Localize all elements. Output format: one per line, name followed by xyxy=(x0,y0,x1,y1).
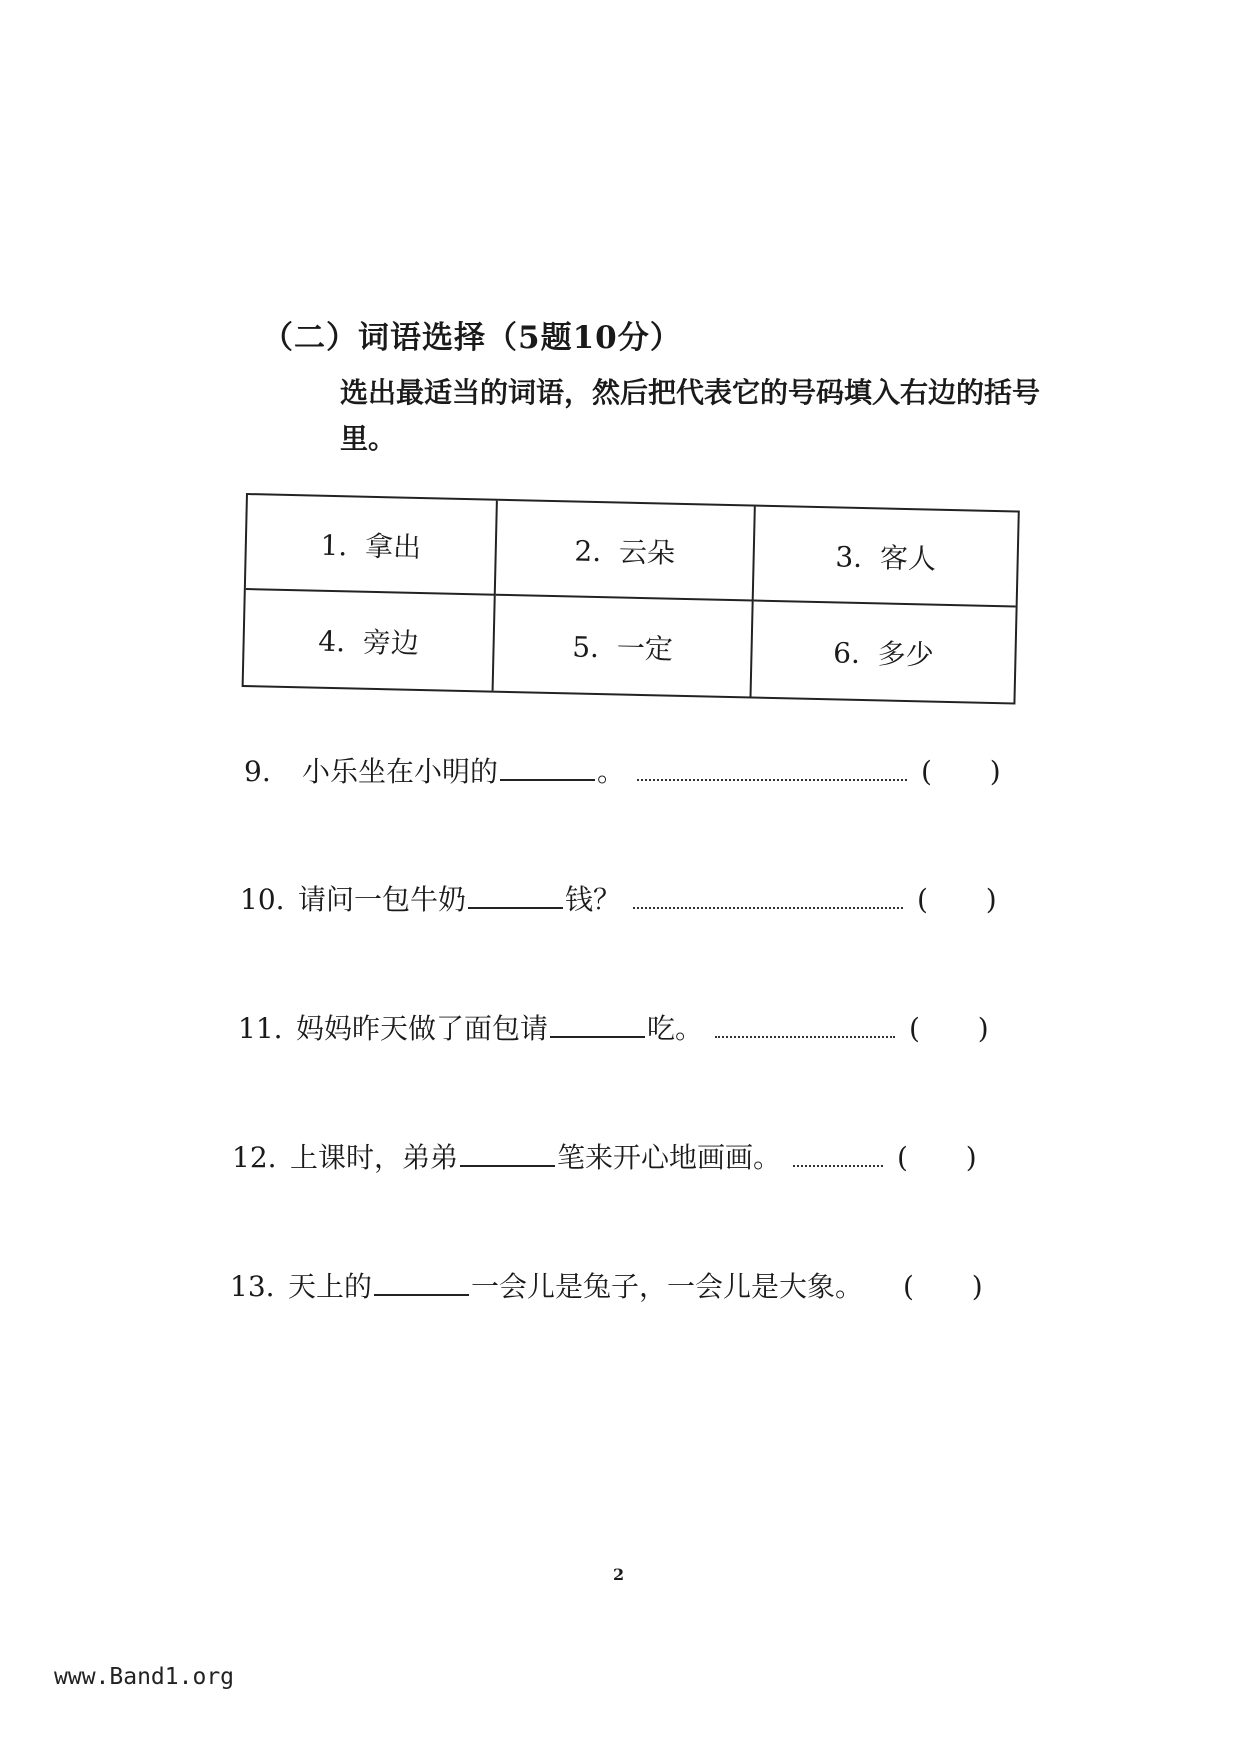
open-paren: ( xyxy=(917,883,928,916)
answer-parentheses[interactable] xyxy=(917,883,997,916)
close-paren: ) xyxy=(965,1141,977,1174)
open-paren: ( xyxy=(909,1012,920,1045)
answer-parentheses[interactable] xyxy=(909,1012,989,1045)
question-row xyxy=(230,1265,983,1305)
dotted-leader xyxy=(793,1145,883,1167)
question-row xyxy=(238,1007,989,1047)
question-text-before: 请问一包牛奶 xyxy=(298,883,467,916)
question-text-before: 天上的 xyxy=(288,1270,373,1303)
question-row xyxy=(244,750,1001,790)
question-text-after: 一会儿是兔子，一会儿是大象。 xyxy=(471,1270,864,1303)
choice-cell: 5. 一定 xyxy=(494,596,754,697)
choice-cell: 6. 多少 xyxy=(832,635,935,672)
choice-cell: 3. 客人 xyxy=(754,507,1018,608)
close-paren: ) xyxy=(971,1270,983,1303)
question-number: 11. xyxy=(238,1012,283,1045)
question-text-after: 吃。 xyxy=(647,1012,704,1045)
dotted-leader xyxy=(637,759,907,781)
choice-cell: 1. 拿出 xyxy=(246,495,498,596)
question-text-before: 上课时，弟弟 xyxy=(290,1141,459,1174)
choice-cell: 2. 云朵 xyxy=(496,501,756,602)
open-paren: ( xyxy=(897,1141,908,1174)
site-watermark[interactable]: www.Band1.org xyxy=(54,1664,235,1690)
answer-blank[interactable] xyxy=(550,1010,645,1038)
question-text-before: 妈妈昨天做了面包请 xyxy=(296,1012,549,1045)
question-number: 10. xyxy=(240,883,285,916)
word-choice-table xyxy=(242,493,1020,705)
section-title: （二）词语选择（5题10分） xyxy=(262,320,682,356)
question-row xyxy=(232,1136,977,1176)
answer-blank[interactable] xyxy=(468,881,563,909)
close-paren: ) xyxy=(985,883,997,916)
answer-blank[interactable] xyxy=(374,1268,469,1296)
question-row xyxy=(240,878,997,918)
answer-blank[interactable] xyxy=(460,1139,555,1167)
question-number: 12. xyxy=(232,1141,277,1174)
question-number: 13. xyxy=(230,1270,275,1303)
open-paren: ( xyxy=(921,755,932,788)
open-paren: ( xyxy=(903,1270,914,1303)
question-text-after: 。 xyxy=(597,755,626,788)
dotted-leader xyxy=(633,887,903,909)
answer-blank[interactable] xyxy=(500,753,595,781)
question-number: 9. xyxy=(244,755,271,788)
answer-parentheses[interactable] xyxy=(921,755,1001,788)
close-paren: ) xyxy=(977,1012,989,1045)
answer-parentheses[interactable] xyxy=(903,1270,983,1303)
choice-cell: 4. 旁边 xyxy=(244,590,496,691)
question-text-after: 笔来开心地画画。 xyxy=(557,1141,782,1174)
dotted-leader xyxy=(715,1016,895,1038)
page-number: 2 xyxy=(613,1565,625,1584)
answer-parentheses[interactable] xyxy=(897,1141,977,1174)
question-text-before: 小乐坐在小明的 xyxy=(302,755,499,788)
close-paren: ) xyxy=(989,755,1001,788)
question-text-after: 钱？ xyxy=(565,883,622,916)
instruction-text: 选出最适当的词语，然后把代表它的号码填入右边的括号里。 xyxy=(340,376,1041,455)
